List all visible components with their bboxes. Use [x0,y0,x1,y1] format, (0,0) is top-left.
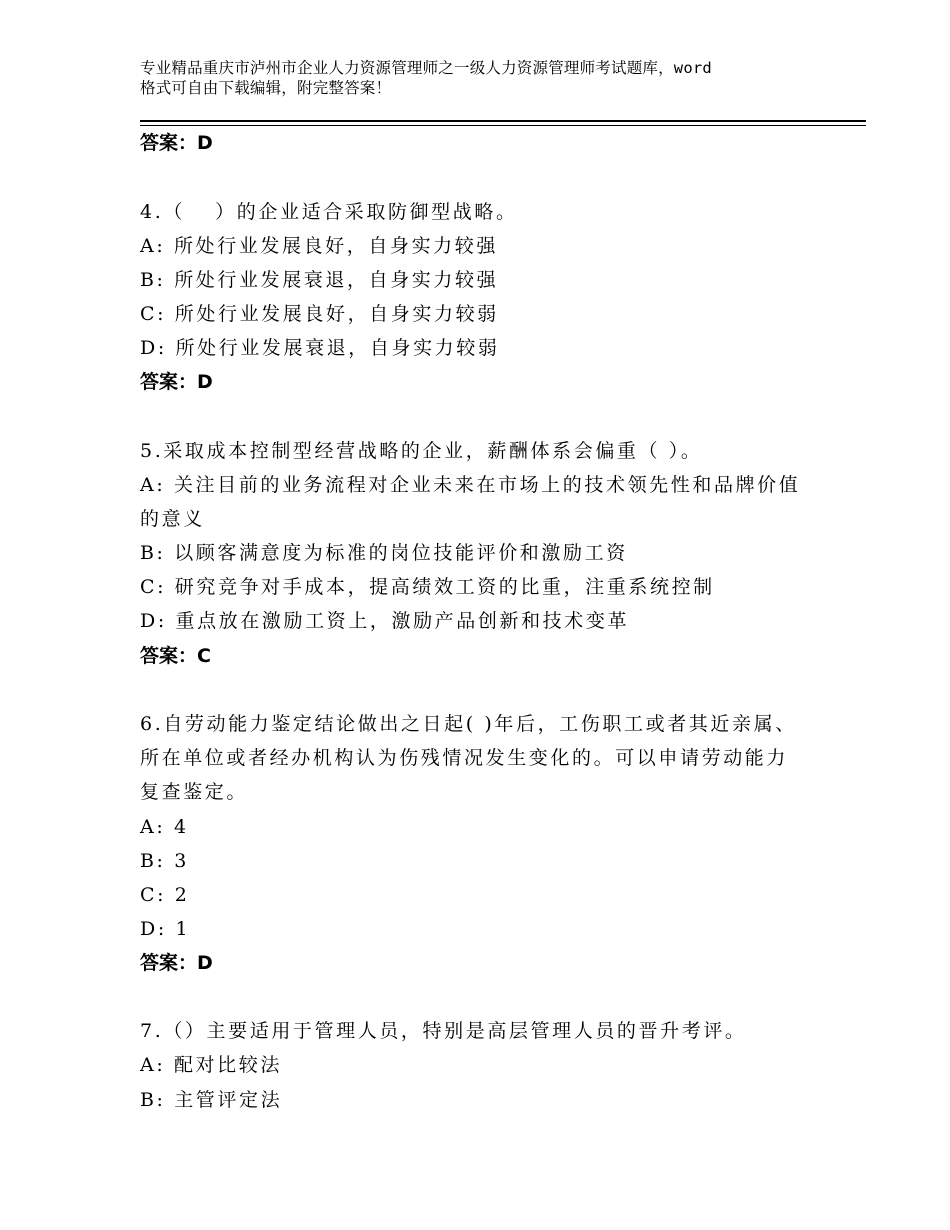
header-rule-thick [140,120,866,122]
question-4-stem: 4.（ ）的企业适合采取防御型战略。 [140,201,518,223]
question-5-stem: 5.采取成本控制型经营战略的企业，薪酬体系会偏重（ ）。 [140,440,703,462]
header-title-line-2: 格式可自由下载编辑，附完整答案！ [140,79,392,97]
question-5-option-c: C: 研究竞争对手成本，提高绩效工资的比重，注重系统控制 [140,576,715,598]
question-4-option-d: D: 所处行业发展衰退，自身实力较弱 [140,337,500,359]
answer-q4: 答案：D [140,371,213,393]
answer-q6: 答案：D [140,952,213,974]
question-6-stem-line-1: 6.自劳动能力鉴定结论做出之日起( )年后，工伤职工或者其近亲属、 [140,713,797,735]
question-4-option-c: C: 所处行业发展良好，自身实力较弱 [140,303,499,325]
question-7-option-b: B: 主管评定法 [140,1089,283,1111]
question-5-option-a: A: 关注目前的业务流程对企业未来在市场上的技术领先性和品牌价值 [140,474,801,496]
question-5-option-a-continued: 的意义 [140,508,205,530]
question-4-option-b: B: 所处行业发展衰退，自身实力较强 [140,269,499,291]
question-7-option-a: A: 配对比较法 [140,1054,282,1076]
document-header [140,58,830,98]
question-6-stem-line-3: 复查鉴定。 [140,781,249,803]
answer-q3: 答案：D [140,132,213,154]
question-6-option-b: B: 3 [140,850,189,872]
question-4-option-a: A: 所处行业发展良好，自身实力较强 [140,235,498,257]
header-rule-thin [140,125,866,126]
question-6-option-d: D: 1 [140,918,191,940]
question-6-stem-line-2: 所在单位或者经办机构认为伤残情况发生变化的。可以申请劳动能力 [140,747,789,769]
question-5-option-b: B: 以顾客满意度为标准的岗位技能评价和激励工资 [140,542,628,564]
question-6-option-a: A: 4 [140,816,189,838]
answer-q5: 答案：C [140,645,211,667]
question-5-option-d: D: 重点放在激励工资上，激励产品创新和技术变革 [140,610,630,632]
header-title-line-1: 专业精品重庆市泸州市企业人力资源管理师之一级人力资源管理师考试题库，word [140,59,712,77]
question-6-option-c: C: 2 [140,884,190,906]
question-7-stem: 7.（）主要适用于管理人员，特别是高层管理人员的晋升考评。 [140,1020,747,1042]
